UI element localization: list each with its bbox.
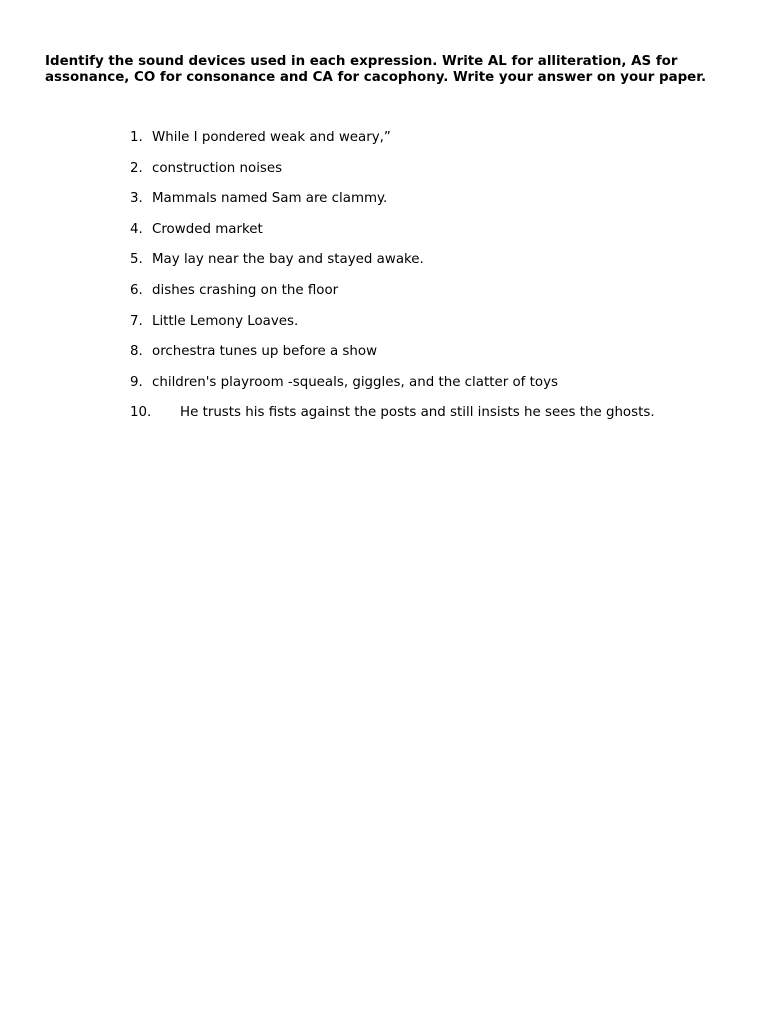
item-text: May lay near the bay and stayed awake.	[152, 252, 424, 268]
item-number: 1.	[130, 130, 143, 145]
list-item	[130, 373, 750, 404]
item-text: children's playroom -squeals, giggles, and the clatter of toys	[152, 374, 558, 390]
item-text: orchestra tunes up before a show	[152, 344, 378, 360]
list-item	[130, 189, 750, 220]
item-text: He trusts his fists against the posts and still insists he sees the ghosts.	[180, 405, 655, 421]
item-text: Crowded market	[152, 221, 263, 237]
instructions: Identify the sound devices used in each expression. Write AL for alliteration, AS for assonance, CO for consonance and CA for cacophony. Write your answer on your paper.	[45, 54, 707, 85]
item-text: Mammals named Sam are clammy.	[152, 191, 388, 207]
item-text: dishes crashing on the floor	[152, 282, 339, 298]
item-number: 2.	[130, 160, 143, 176]
list-item	[130, 342, 750, 373]
list-item	[130, 220, 750, 251]
question-list	[130, 128, 750, 434]
item-number: 4.	[130, 221, 143, 237]
list-item	[130, 128, 750, 159]
item-number: 6.	[130, 282, 143, 298]
list-item	[130, 159, 750, 190]
item-text: Little Lemony Loaves.	[152, 313, 299, 329]
item-number: 5.	[130, 252, 143, 268]
item-number: 9.	[130, 374, 143, 390]
list-item	[130, 403, 750, 434]
item-number: 3.	[130, 191, 143, 207]
item-text: construction noises	[152, 160, 283, 176]
item-text: While I pondered weak and weary,”	[152, 130, 391, 145]
item-number: 10.	[130, 405, 152, 421]
item-number: 8.	[130, 344, 143, 360]
item-number: 7.	[130, 313, 143, 329]
list-item	[130, 250, 750, 281]
list-item	[130, 281, 750, 312]
list-item	[130, 312, 750, 343]
